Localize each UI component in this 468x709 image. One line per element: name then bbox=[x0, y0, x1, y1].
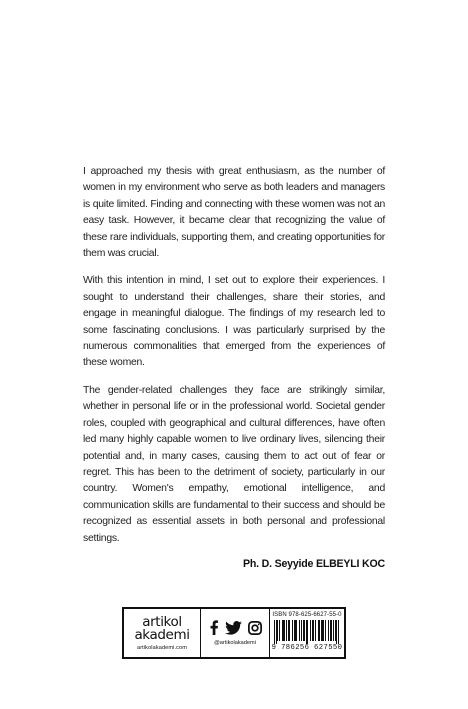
barcode-bar bbox=[328, 620, 329, 641]
barcode-bar bbox=[301, 620, 302, 641]
barcode-bar bbox=[288, 620, 289, 641]
barcode-bar bbox=[282, 620, 283, 641]
barcode-bar bbox=[277, 620, 278, 641]
barcode-bar bbox=[315, 620, 316, 641]
barcode-bar bbox=[304, 620, 305, 641]
barcode-bar bbox=[319, 620, 320, 641]
barcode-bar bbox=[310, 620, 311, 641]
barcode-bar bbox=[321, 620, 322, 641]
barcode bbox=[274, 620, 340, 644]
paragraph-3: The gender-related challenges they face are strikingly similar, whether in personal life or in the professional world. Societal gender roles, coupled with geographical and cultural differences, have often led many highly capable women to live ordinary lives, silencing their potential and, in many cases, causing them to act out of fear or regret. This has been to the detriment of society, particularly in our country. Women's empathy, emotional intelligence, and communication skills are fundamental to their success and should be recognized as essential assets in both personal and professional settings. bbox=[83, 384, 385, 544]
barcode-bar bbox=[325, 620, 326, 641]
isbn-block bbox=[270, 609, 344, 657]
barcode-bar bbox=[330, 620, 331, 641]
paragraph-2: With this intention in mind, I set out to explore their experiences. I sought to understand their challenges, share their stories, and engage in meaningful dialogue. The findings of my research led to some fascinating conclusions. I was particularly surprised by the numerous commonalities that emerged from the experiences of these women. bbox=[83, 275, 385, 369]
barcode-bar bbox=[299, 620, 300, 641]
publisher-website: artikolakademi.com bbox=[137, 645, 187, 651]
barcode-bar bbox=[276, 620, 277, 644]
twitter-icon bbox=[225, 621, 242, 635]
barcode-bar bbox=[318, 620, 319, 641]
barcode-digits: 9 786256 627550 bbox=[271, 644, 343, 652]
barcode-bar bbox=[296, 620, 297, 641]
barcode-bar bbox=[274, 620, 275, 644]
barcode-bar bbox=[322, 620, 323, 641]
brand-name-bottom: akademi bbox=[134, 627, 190, 643]
barcode-bar bbox=[331, 620, 332, 641]
social-media bbox=[201, 609, 270, 657]
barcode-bar bbox=[292, 620, 293, 641]
brand-name-top: artikol bbox=[142, 614, 182, 630]
back-cover-text bbox=[83, 164, 385, 570]
barcode-bar bbox=[312, 620, 313, 641]
barcode-bar bbox=[307, 620, 308, 644]
barcode-bar bbox=[284, 620, 285, 641]
barcode-bar bbox=[283, 620, 284, 641]
barcode-bar bbox=[335, 620, 336, 641]
barcode-bar bbox=[333, 620, 334, 641]
author-signature: Ph. D. Seyyide ELBEYLI KOC bbox=[243, 557, 385, 570]
barcode-bar bbox=[279, 620, 280, 641]
barcode-bar bbox=[313, 620, 314, 641]
barcode-bar bbox=[336, 620, 337, 644]
publisher-logo bbox=[124, 609, 201, 657]
paragraph-1: I approached my thesis with great enthusiasm, as the number of women in my environment who serve as both leaders and managers is quite limited. Finding and connecting with these women was not an easy task. However, it became clear that recognizing the value of these rare individuals, supporting them, and creating opportunities for them was crucial. bbox=[83, 166, 385, 260]
isbn-number: ISBN 978-625-6627-55-0 bbox=[272, 612, 342, 618]
barcode-bar bbox=[295, 620, 296, 641]
barcode-bar bbox=[338, 620, 339, 644]
facebook-icon bbox=[209, 620, 219, 635]
barcode-bar bbox=[306, 620, 307, 644]
social-handle: @artikolakademi bbox=[214, 640, 256, 646]
instagram-icon bbox=[248, 621, 262, 635]
barcode-bar bbox=[303, 620, 304, 641]
barcode-bar bbox=[286, 620, 287, 641]
barcode-bar bbox=[294, 620, 295, 641]
publisher-footer bbox=[122, 607, 346, 659]
barcode-bar bbox=[289, 620, 290, 641]
barcode-bar bbox=[323, 620, 324, 641]
